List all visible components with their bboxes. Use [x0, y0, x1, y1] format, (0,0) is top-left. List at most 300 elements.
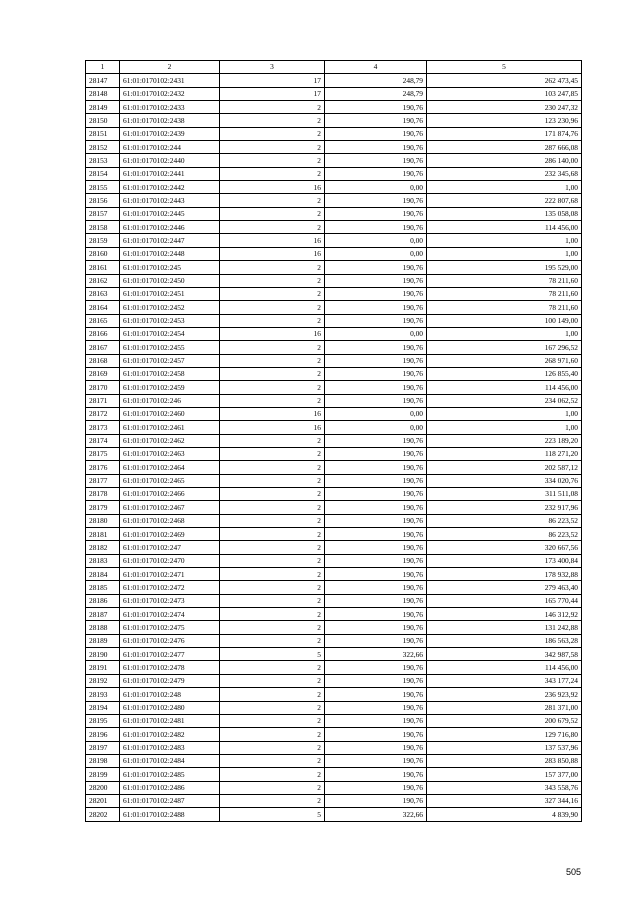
rate-cell: 0,00: [325, 247, 427, 260]
cadastral-number-cell: 61:01:0170102:2453: [120, 314, 220, 327]
table-row: [86, 608, 582, 621]
table-row: [86, 674, 582, 687]
category-cell: 2: [220, 754, 325, 767]
category-cell: 2: [220, 568, 325, 581]
row-number-cell: 28199: [86, 768, 120, 781]
cadastral-value-cell: 283 850,88: [427, 754, 582, 767]
table-row: [86, 101, 582, 114]
category-cell: 2: [220, 207, 325, 220]
rate-cell: 190,76: [325, 501, 427, 514]
category-cell: 2: [220, 514, 325, 527]
cadastral-number-cell: 61:01:0170102:2488: [120, 808, 220, 821]
cadastral-number-cell: 61:01:0170102:2461: [120, 421, 220, 434]
cadastral-value-cell: 86 223,52: [427, 514, 582, 527]
table-row: [86, 141, 582, 154]
cadastral-number-cell: 61:01:0170102:2442: [120, 181, 220, 194]
category-cell: 2: [220, 127, 325, 140]
cadastral-value-cell: 334 020,76: [427, 474, 582, 487]
category-cell: 2: [220, 688, 325, 701]
cadastral-number-cell: 61:01:0170102:2485: [120, 768, 220, 781]
row-number-cell: 28151: [86, 127, 120, 140]
category-cell: 2: [220, 274, 325, 287]
row-number-cell: 28158: [86, 221, 120, 234]
table-row: [86, 434, 582, 447]
table-row: [86, 594, 582, 607]
category-cell: 2: [220, 741, 325, 754]
cadastral-value-cell: 343 177,24: [427, 674, 582, 687]
cadastral-value-cell: 135 058,08: [427, 207, 582, 220]
row-number-cell: 28173: [86, 421, 120, 434]
rate-cell: 190,76: [325, 781, 427, 794]
cadastral-number-cell: 61:01:0170102:2448: [120, 247, 220, 260]
cadastral-number-cell: 61:01:0170102:2481: [120, 714, 220, 727]
rate-cell: 190,76: [325, 434, 427, 447]
row-number-cell: 28183: [86, 554, 120, 567]
row-number-cell: 28165: [86, 314, 120, 327]
category-cell: 5: [220, 648, 325, 661]
rate-cell: 190,76: [325, 274, 427, 287]
cadastral-value-cell: 327 344,16: [427, 794, 582, 807]
cadastral-number-cell: 61:01:0170102:2487: [120, 794, 220, 807]
rate-cell: 190,76: [325, 688, 427, 701]
rate-cell: 0,00: [325, 327, 427, 340]
cadastral-value-cell: 165 770,44: [427, 594, 582, 607]
table-row: [86, 661, 582, 674]
category-cell: 2: [220, 554, 325, 567]
table-row: [86, 314, 582, 327]
rate-cell: 0,00: [325, 407, 427, 420]
column-header: 3: [220, 61, 325, 74]
row-number-cell: 28167: [86, 341, 120, 354]
category-cell: 2: [220, 114, 325, 127]
category-cell: 16: [220, 407, 325, 420]
cadastral-number-cell: 61:01:0170102:2479: [120, 674, 220, 687]
rate-cell: 190,76: [325, 167, 427, 180]
cadastral-number-cell: 61:01:0170102:2443: [120, 194, 220, 207]
column-header: 1: [86, 61, 120, 74]
category-cell: 2: [220, 314, 325, 327]
cadastral-value-cell: 126 855,40: [427, 367, 582, 380]
rate-cell: 190,76: [325, 127, 427, 140]
row-number-cell: 28156: [86, 194, 120, 207]
cadastral-value-cell: 311 511,08: [427, 488, 582, 501]
category-cell: 16: [220, 421, 325, 434]
row-number-cell: 28166: [86, 327, 120, 340]
row-number-cell: 28148: [86, 87, 120, 100]
row-number-cell: 28170: [86, 381, 120, 394]
rate-cell: 190,76: [325, 554, 427, 567]
rate-cell: 190,76: [325, 154, 427, 167]
table-row: [86, 568, 582, 581]
table-row: [86, 274, 582, 287]
row-number-cell: 28190: [86, 648, 120, 661]
cadastral-value-cell: 100 149,00: [427, 314, 582, 327]
category-cell: 2: [220, 261, 325, 274]
row-number-cell: 28147: [86, 74, 120, 87]
cadastral-value-cell: 178 932,88: [427, 568, 582, 581]
cadastral-value-cell: 343 558,76: [427, 781, 582, 794]
cadastral-number-cell: 61:01:0170102:2450: [120, 274, 220, 287]
cadastral-number-cell: 61:01:0170102:2466: [120, 488, 220, 501]
rate-cell: 190,76: [325, 381, 427, 394]
category-cell: 16: [220, 181, 325, 194]
rate-cell: 190,76: [325, 728, 427, 741]
table-row: [86, 154, 582, 167]
cadastral-number-cell: 61:01:0170102:2484: [120, 754, 220, 767]
table-row: [86, 421, 582, 434]
cadastral-value-cell: 114 456,00: [427, 381, 582, 394]
row-number-cell: 28201: [86, 794, 120, 807]
cadastral-value-cell: 78 211,60: [427, 301, 582, 314]
table-body: [86, 74, 582, 821]
cadastral-value-cell: 129 716,80: [427, 728, 582, 741]
row-number-cell: 28172: [86, 407, 120, 420]
row-number-cell: 28198: [86, 754, 120, 767]
cadastral-number-cell: 61:01:0170102:2470: [120, 554, 220, 567]
rate-cell: 190,76: [325, 594, 427, 607]
cadastral-value-cell: 1,00: [427, 234, 582, 247]
table-row: [86, 501, 582, 514]
rate-cell: 190,76: [325, 461, 427, 474]
cadastral-value-cell: 1,00: [427, 327, 582, 340]
cadastral-number-cell: 61:01:0170102:2440: [120, 154, 220, 167]
category-cell: 2: [220, 461, 325, 474]
table-row: [86, 581, 582, 594]
category-cell: 2: [220, 794, 325, 807]
row-number-cell: 28150: [86, 114, 120, 127]
row-number-cell: 28186: [86, 594, 120, 607]
row-number-cell: 28160: [86, 247, 120, 260]
cadastral-value-cell: 103 247,85: [427, 87, 582, 100]
table-row: [86, 648, 582, 661]
category-cell: 2: [220, 541, 325, 554]
table-row: [86, 181, 582, 194]
cadastral-number-cell: 61:01:0170102:2454: [120, 327, 220, 340]
rate-cell: 190,76: [325, 514, 427, 527]
table-row: [86, 114, 582, 127]
category-cell: 2: [220, 701, 325, 714]
category-cell: 2: [220, 141, 325, 154]
cadastral-number-cell: 61:01:0170102:2477: [120, 648, 220, 661]
cadastral-value-cell: 195 529,00: [427, 261, 582, 274]
cadastral-number-cell: 61:01:0170102:2438: [120, 114, 220, 127]
row-number-cell: 28194: [86, 701, 120, 714]
category-cell: 2: [220, 221, 325, 234]
table-row: [86, 394, 582, 407]
row-number-cell: 28185: [86, 581, 120, 594]
table-row: [86, 287, 582, 300]
cadastral-number-cell: 61:01:0170102:2473: [120, 594, 220, 607]
category-cell: 16: [220, 234, 325, 247]
category-cell: 2: [220, 447, 325, 460]
table-row: [86, 474, 582, 487]
row-number-cell: 28189: [86, 634, 120, 647]
cadastral-value-cell: 146 312,92: [427, 608, 582, 621]
row-number-cell: 28179: [86, 501, 120, 514]
cadastral-number-cell: 61:01:0170102:2467: [120, 501, 220, 514]
row-number-cell: 28176: [86, 461, 120, 474]
table-row: [86, 528, 582, 541]
cadastral-number-cell: 61:01:0170102:2469: [120, 528, 220, 541]
cadastral-value-cell: 286 140,00: [427, 154, 582, 167]
cadastral-number-cell: 61:01:0170102:248: [120, 688, 220, 701]
cadastral-value-cell: 236 923,92: [427, 688, 582, 701]
cadastral-value-cell: 232 917,96: [427, 501, 582, 514]
cadastral-value-cell: 1,00: [427, 421, 582, 434]
row-number-cell: 28184: [86, 568, 120, 581]
table-header-row: [86, 61, 582, 74]
cadastral-number-cell: 61:01:0170102:2483: [120, 741, 220, 754]
category-cell: 16: [220, 247, 325, 260]
row-number-cell: 28182: [86, 541, 120, 554]
rate-cell: 190,76: [325, 488, 427, 501]
cadastral-value-cell: 171 874,76: [427, 127, 582, 140]
cadastral-value-cell: 281 371,00: [427, 701, 582, 714]
rate-cell: 190,76: [325, 114, 427, 127]
rate-cell: 190,76: [325, 634, 427, 647]
column-header: 4: [325, 61, 427, 74]
cadastral-value-cell: 287 666,08: [427, 141, 582, 154]
table-row: [86, 781, 582, 794]
category-cell: 17: [220, 87, 325, 100]
category-cell: 2: [220, 768, 325, 781]
rate-cell: 190,76: [325, 754, 427, 767]
table-row: [86, 261, 582, 274]
row-number-cell: 28195: [86, 714, 120, 727]
cadastral-number-cell: 61:01:0170102:2441: [120, 167, 220, 180]
table-row: [86, 461, 582, 474]
row-number-cell: 28188: [86, 621, 120, 634]
cadastral-value-cell: 131 242,88: [427, 621, 582, 634]
category-cell: 2: [220, 101, 325, 114]
row-number-cell: 28177: [86, 474, 120, 487]
cadastral-value-cell: 167 296,52: [427, 341, 582, 354]
row-number-cell: 28163: [86, 287, 120, 300]
cadastral-value-cell: 78 211,60: [427, 287, 582, 300]
table-row: [86, 327, 582, 340]
rate-cell: 190,76: [325, 568, 427, 581]
rate-cell: 190,76: [325, 674, 427, 687]
rate-cell: 190,76: [325, 701, 427, 714]
table-row: [86, 87, 582, 100]
cadastral-number-cell: 61:01:0170102:2476: [120, 634, 220, 647]
row-number-cell: 28155: [86, 181, 120, 194]
cadastral-number-cell: 61:01:0170102:2439: [120, 127, 220, 140]
table-row: [86, 221, 582, 234]
cadastral-number-cell: 61:01:0170102:2480: [120, 701, 220, 714]
rate-cell: 190,76: [325, 287, 427, 300]
row-number-cell: 28149: [86, 101, 120, 114]
row-number-cell: 28187: [86, 608, 120, 621]
rate-cell: 190,76: [325, 354, 427, 367]
cadastral-number-cell: 61:01:0170102:2455: [120, 341, 220, 354]
cadastral-number-cell: 61:01:0170102:247: [120, 541, 220, 554]
table-row: [86, 688, 582, 701]
cadastral-number-cell: 61:01:0170102:2445: [120, 207, 220, 220]
category-cell: 16: [220, 327, 325, 340]
rate-cell: 190,76: [325, 394, 427, 407]
cadastral-number-cell: 61:01:0170102:2472: [120, 581, 220, 594]
column-header: 2: [120, 61, 220, 74]
table-row: [86, 367, 582, 380]
rate-cell: 190,76: [325, 794, 427, 807]
table-row: [86, 447, 582, 460]
row-number-cell: 28192: [86, 674, 120, 687]
cadastral-value-cell: 137 537,96: [427, 741, 582, 754]
category-cell: 2: [220, 167, 325, 180]
cadastral-number-cell: 61:01:0170102:2432: [120, 87, 220, 100]
category-cell: 2: [220, 674, 325, 687]
cadastral-value-cell: 222 807,68: [427, 194, 582, 207]
rate-cell: 190,76: [325, 341, 427, 354]
category-cell: 2: [220, 581, 325, 594]
row-number-cell: 28181: [86, 528, 120, 541]
cadastral-number-cell: 61:01:0170102:2465: [120, 474, 220, 487]
cadastral-value-cell: 202 587,12: [427, 461, 582, 474]
row-number-cell: 28175: [86, 447, 120, 460]
table-row: [86, 74, 582, 87]
cadastral-number-cell: 61:01:0170102:2471: [120, 568, 220, 581]
table-row: [86, 754, 582, 767]
category-cell: 2: [220, 367, 325, 380]
category-cell: 2: [220, 781, 325, 794]
cadastral-value-cell: 118 271,20: [427, 447, 582, 460]
page-number: 505: [566, 867, 582, 877]
column-header: 5: [427, 61, 582, 74]
row-number-cell: 28196: [86, 728, 120, 741]
cadastral-value-cell: 114 456,00: [427, 221, 582, 234]
category-cell: 2: [220, 354, 325, 367]
cadastral-number-cell: 61:01:0170102:2446: [120, 221, 220, 234]
cadastral-number-cell: 61:01:0170102:2451: [120, 287, 220, 300]
cadastral-number-cell: 61:01:0170102:244: [120, 141, 220, 154]
cadastral-number-cell: 61:01:0170102:2482: [120, 728, 220, 741]
rate-cell: 190,76: [325, 314, 427, 327]
cadastral-value-cell: 234 062,52: [427, 394, 582, 407]
cadastral-value-cell: 1,00: [427, 407, 582, 420]
category-cell: 2: [220, 634, 325, 647]
table-row: [86, 554, 582, 567]
category-cell: 2: [220, 528, 325, 541]
cadastral-number-cell: 61:01:0170102:2463: [120, 447, 220, 460]
row-number-cell: 28164: [86, 301, 120, 314]
rate-cell: 190,76: [325, 221, 427, 234]
table-row: [86, 621, 582, 634]
rate-cell: 0,00: [325, 234, 427, 247]
cadastral-value-cell: 78 211,60: [427, 274, 582, 287]
table-row: [86, 247, 582, 260]
table-row: [86, 541, 582, 554]
table-row: [86, 714, 582, 727]
cadastral-value-cell: 1,00: [427, 181, 582, 194]
rate-cell: 190,76: [325, 141, 427, 154]
rate-cell: 190,76: [325, 301, 427, 314]
row-number-cell: 28174: [86, 434, 120, 447]
cadastral-number-cell: 61:01:0170102:2460: [120, 407, 220, 420]
table-row: [86, 381, 582, 394]
cadastral-number-cell: 61:01:0170102:2431: [120, 74, 220, 87]
cadastral-number-cell: 61:01:0170102:2459: [120, 381, 220, 394]
row-number-cell: 28154: [86, 167, 120, 180]
rate-cell: 190,76: [325, 661, 427, 674]
rate-cell: 190,76: [325, 581, 427, 594]
rate-cell: 190,76: [325, 101, 427, 114]
category-cell: 2: [220, 434, 325, 447]
table-row: [86, 728, 582, 741]
category-cell: 2: [220, 301, 325, 314]
category-cell: 2: [220, 488, 325, 501]
category-cell: 2: [220, 474, 325, 487]
category-cell: 2: [220, 394, 325, 407]
table-row: [86, 194, 582, 207]
category-cell: 2: [220, 608, 325, 621]
rate-cell: 190,76: [325, 541, 427, 554]
table-row: [86, 341, 582, 354]
category-cell: 2: [220, 661, 325, 674]
table-row: [86, 234, 582, 247]
rate-cell: 0,00: [325, 421, 427, 434]
cadastral-number-cell: 61:01:0170102:2464: [120, 461, 220, 474]
cadastral-value-cell: 230 247,32: [427, 101, 582, 114]
category-cell: 2: [220, 287, 325, 300]
table-row: [86, 768, 582, 781]
row-number-cell: 28168: [86, 354, 120, 367]
row-number-cell: 28193: [86, 688, 120, 701]
category-cell: 2: [220, 728, 325, 741]
cadastral-number-cell: 61:01:0170102:2458: [120, 367, 220, 380]
rate-cell: 190,76: [325, 367, 427, 380]
cadastral-number-cell: 61:01:0170102:2457: [120, 354, 220, 367]
row-number-cell: 28161: [86, 261, 120, 274]
cadastral-value-cell: 223 189,20: [427, 434, 582, 447]
cadastral-value-cell: 186 563,28: [427, 634, 582, 647]
rate-cell: 322,66: [325, 648, 427, 661]
rate-cell: 322,66: [325, 808, 427, 821]
rate-cell: 190,76: [325, 261, 427, 274]
cadastral-number-cell: 61:01:0170102:2486: [120, 781, 220, 794]
cadastral-number-cell: 61:01:0170102:2433: [120, 101, 220, 114]
rate-cell: 190,76: [325, 194, 427, 207]
table-row: [86, 207, 582, 220]
table-row: [86, 167, 582, 180]
cadastral-value-cell: 232 345,68: [427, 167, 582, 180]
cadastral-number-cell: 61:01:0170102:245: [120, 261, 220, 274]
cadastral-value-cell: 342 987,58: [427, 648, 582, 661]
table-row: [86, 794, 582, 807]
row-number-cell: 28191: [86, 661, 120, 674]
table-row: [86, 488, 582, 501]
cadastral-value-cell: 4 839,90: [427, 808, 582, 821]
table-row: [86, 514, 582, 527]
rate-cell: 0,00: [325, 181, 427, 194]
cadastral-number-cell: 61:01:0170102:2468: [120, 514, 220, 527]
cadastral-number-cell: 61:01:0170102:2462: [120, 434, 220, 447]
table-row: [86, 808, 582, 821]
table-row: [86, 301, 582, 314]
rate-cell: 248,79: [325, 74, 427, 87]
cadastral-value-cell: 157 377,00: [427, 768, 582, 781]
category-cell: 2: [220, 621, 325, 634]
category-cell: 5: [220, 808, 325, 821]
rate-cell: 190,76: [325, 528, 427, 541]
rate-cell: 190,76: [325, 447, 427, 460]
cadastral-value-cell: 123 230,96: [427, 114, 582, 127]
category-cell: 2: [220, 154, 325, 167]
category-cell: 2: [220, 594, 325, 607]
cadastral-value-cell: 114 456,00: [427, 661, 582, 674]
rate-cell: 190,76: [325, 741, 427, 754]
cadastral-number-cell: 61:01:0170102:2474: [120, 608, 220, 621]
